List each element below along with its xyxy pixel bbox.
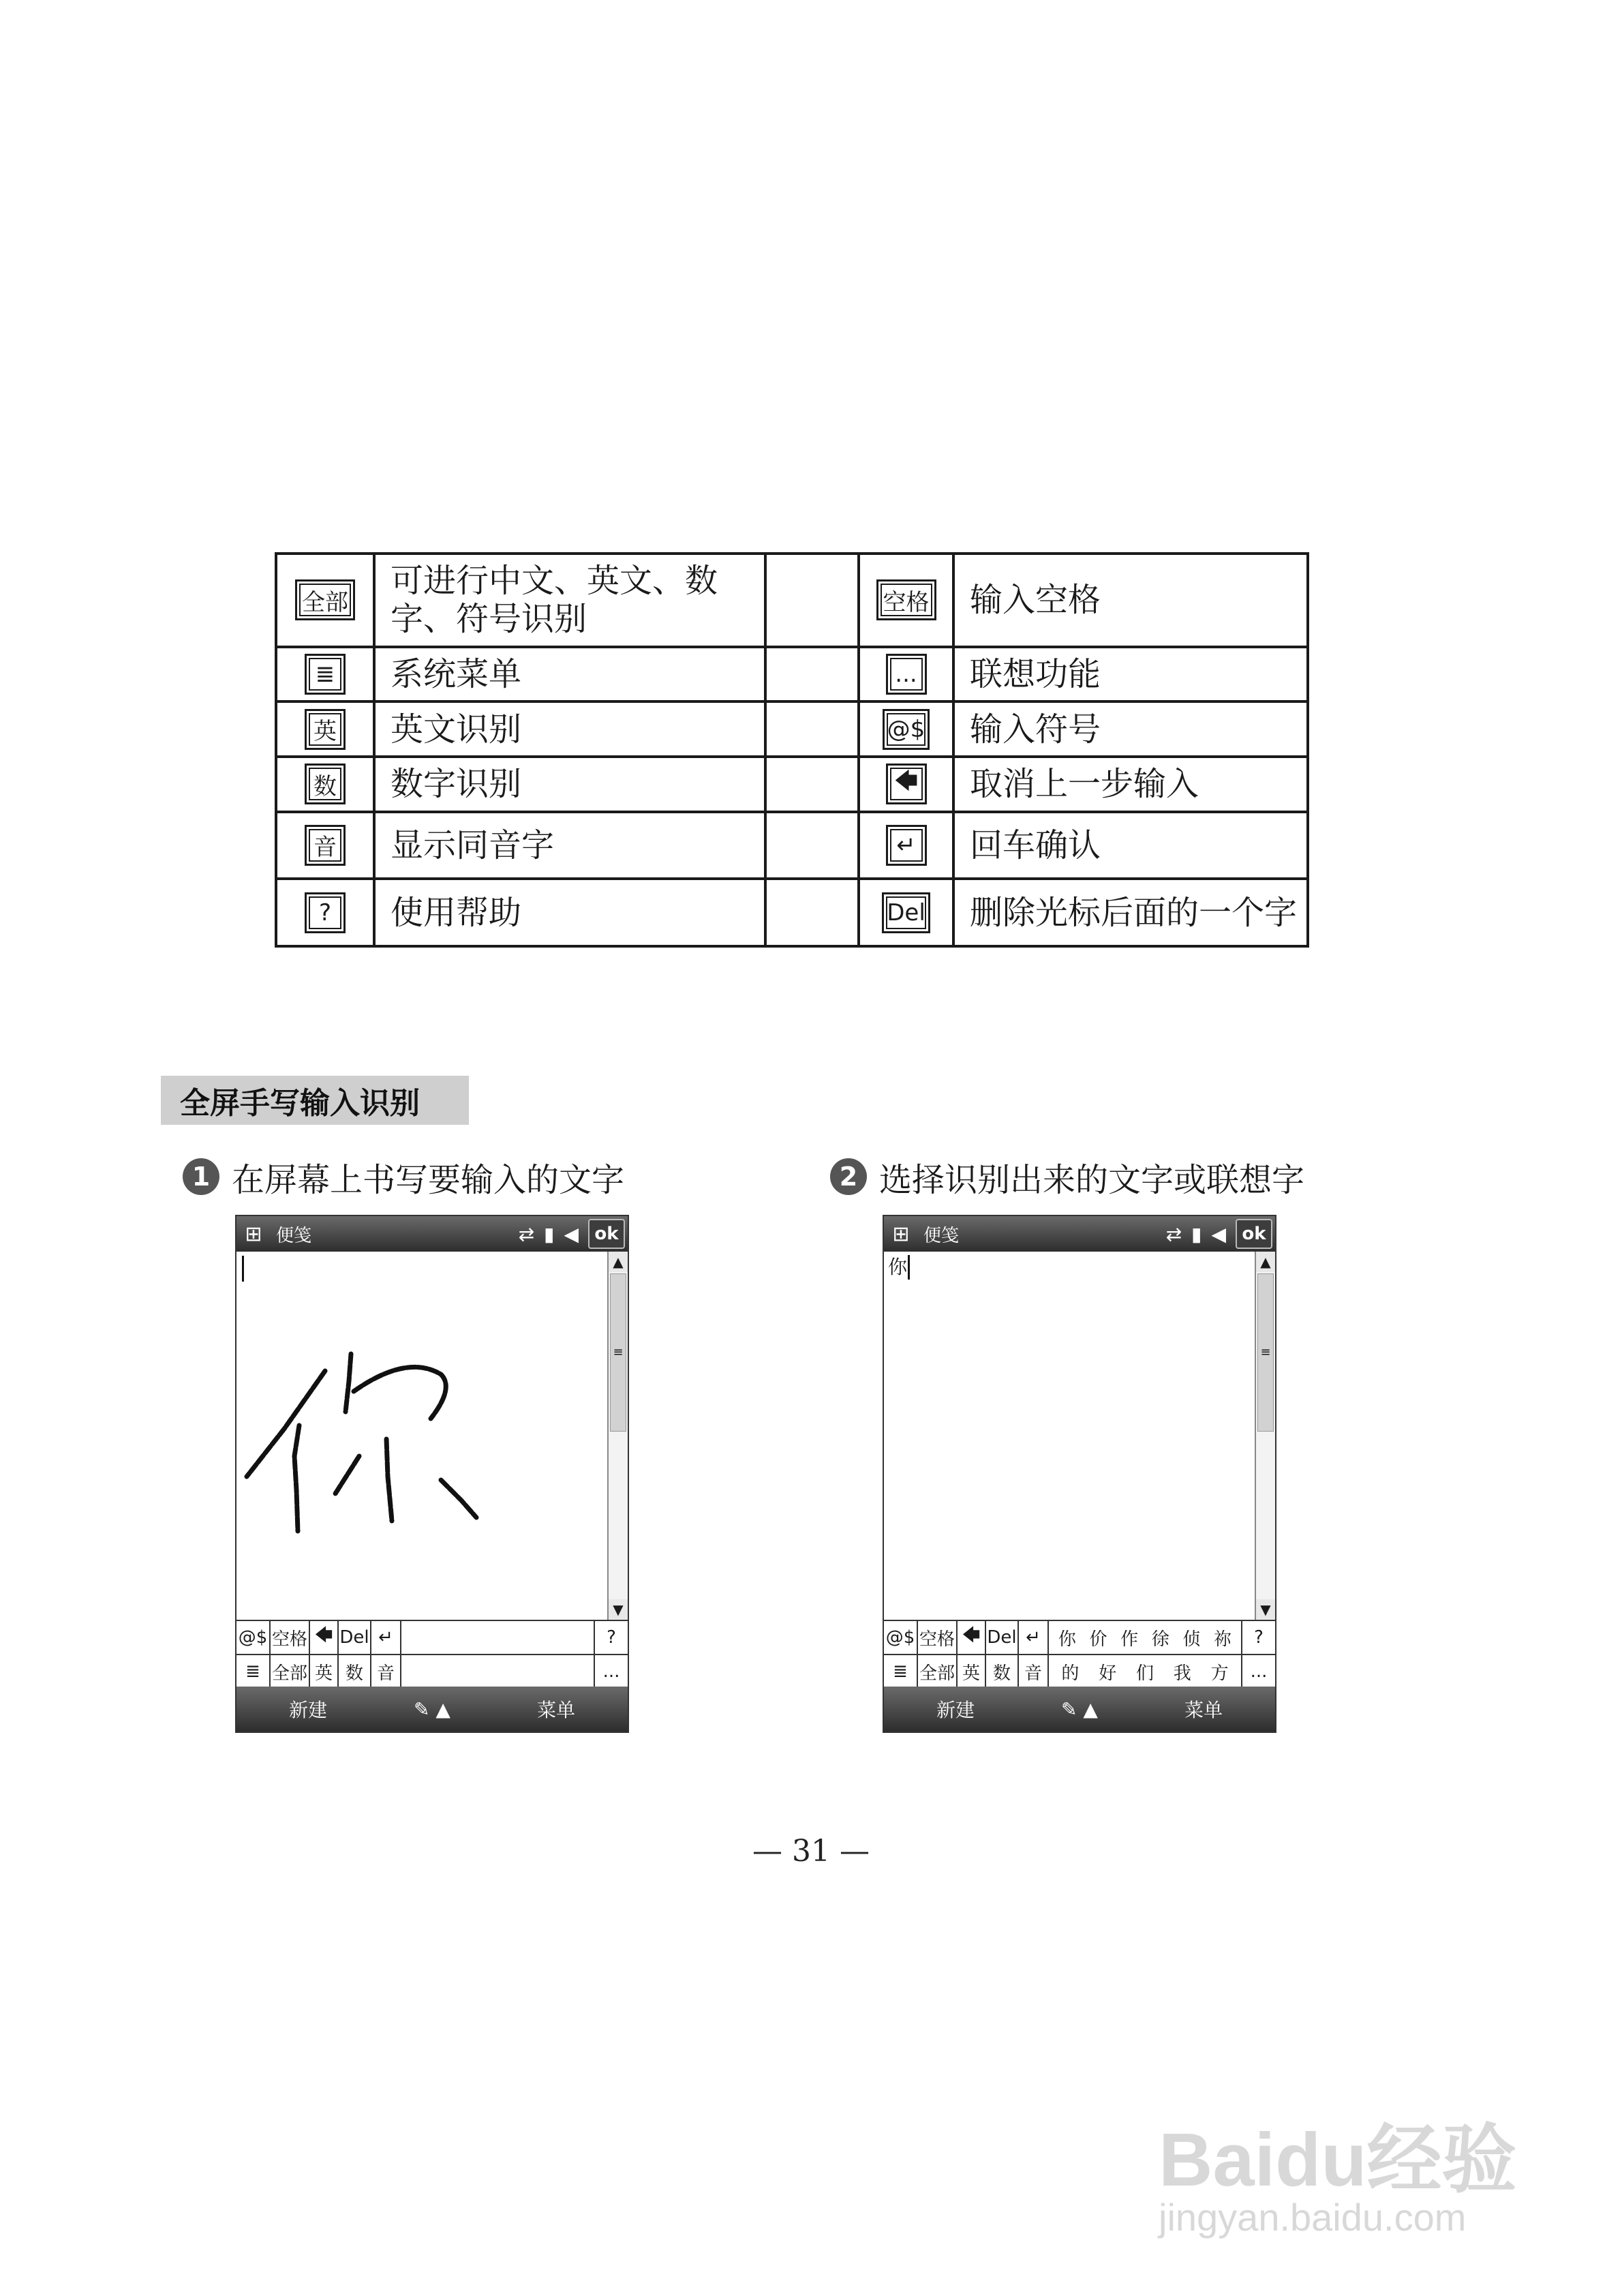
association-char[interactable]: 的 (1061, 1663, 1080, 1684)
step-1-caption (183, 1154, 624, 1199)
association-char[interactable]: 方 (1210, 1663, 1229, 1684)
volume-icon[interactable]: ◀ (564, 1222, 579, 1245)
page-number: — 31 — (752, 1834, 870, 1869)
candidate-char[interactable]: 祢 (1214, 1629, 1232, 1650)
key-description: 系统菜单 (374, 647, 765, 702)
scroll-up-icon[interactable]: ▲ (609, 1252, 628, 1272)
menu-softkey[interactable]: 菜单 (1184, 1699, 1223, 1721)
symbol-key[interactable]: @$ (236, 1621, 271, 1654)
step-number-badge: 2 (830, 1158, 867, 1195)
ok-button[interactable]: ok (588, 1219, 625, 1249)
table-row (276, 701, 1308, 757)
help-key-icon: ? (305, 892, 346, 933)
key-description: 可进行中文、英文、数字、符号识别 (374, 554, 765, 647)
signal-icon: ▮ (544, 1222, 555, 1245)
table-row (276, 879, 1308, 946)
homophone-key[interactable]: 音 (371, 1655, 401, 1688)
backspace-key[interactable]: 🡄 (310, 1621, 339, 1654)
watermark-brand: Baidu经验 (1159, 2118, 1517, 2202)
windows-start-icon[interactable]: ⊞ (892, 1222, 910, 1246)
new-softkey[interactable]: 新建 (288, 1699, 327, 1721)
candidate-char[interactable]: 你 (1058, 1629, 1076, 1650)
input-selector-icon[interactable]: ✎ ▲ (414, 1697, 450, 1721)
scroll-thumb[interactable]: ≡ (1257, 1273, 1274, 1432)
input-panel (884, 1620, 1275, 1689)
scroll-down-icon[interactable]: ▼ (609, 1599, 628, 1620)
scroll-up-icon[interactable]: ▲ (1256, 1252, 1275, 1272)
delete-key-icon: Del (882, 892, 930, 933)
association-char[interactable]: 我 (1173, 1663, 1191, 1684)
typed-text: 你 (888, 1256, 908, 1278)
english-key-icon: 英 (305, 709, 346, 750)
input-selector-icon[interactable]: ✎ ▲ (1061, 1697, 1098, 1721)
symbol-key[interactable]: @$ (884, 1621, 918, 1654)
key-description: 显示同音字 (374, 812, 765, 879)
scroll-thumb[interactable]: ≡ (610, 1273, 626, 1432)
table-row (276, 647, 1308, 702)
key-description: 取消上一步输入 (953, 757, 1308, 812)
text-cursor (908, 1255, 910, 1280)
number-key[interactable]: 数 (339, 1655, 371, 1688)
soft-key-bar (884, 1687, 1275, 1732)
delete-key[interactable]: Del (339, 1621, 371, 1654)
step-2-caption (830, 1154, 1304, 1199)
association-bar[interactable] (401, 1655, 595, 1688)
number-key[interactable]: 数 (986, 1655, 1019, 1688)
handwriting-strokes (236, 1252, 610, 1620)
key-function-table (275, 552, 1309, 948)
step-text: 选择识别出来的文字或联想字 (879, 1160, 1305, 1199)
association-bar (1049, 1655, 1242, 1688)
all-mode-key[interactable]: 全部 (271, 1655, 310, 1688)
enter-key[interactable]: ↵ (1019, 1621, 1049, 1654)
all-mode-key[interactable]: 全部 (918, 1655, 958, 1688)
key-description: 英文识别 (374, 701, 765, 757)
vertical-scrollbar[interactable] (1255, 1252, 1275, 1620)
enter-key[interactable]: ↵ (371, 1621, 401, 1654)
key-description: 删除光标后面的一个字 (953, 879, 1308, 946)
association-char[interactable]: 好 (1099, 1663, 1117, 1684)
more-key[interactable]: ... (1242, 1655, 1275, 1688)
key-description: 回车确认 (953, 812, 1308, 879)
signal-icon: ▮ (1191, 1222, 1202, 1245)
key-description: 使用帮助 (374, 879, 765, 946)
title-bar (236, 1216, 628, 1252)
symbol-key-icon: @$ (883, 709, 930, 750)
candidate-bar (1049, 1621, 1242, 1654)
app-title: 便笺 (923, 1225, 960, 1246)
backspace-key[interactable]: 🡄 (958, 1621, 986, 1654)
ok-button[interactable]: ok (1236, 1219, 1272, 1249)
backspace-arrow-icon: 🡄 (886, 764, 927, 804)
homophone-key-icon: 音 (305, 825, 346, 866)
step-text: 在屏幕上书写要输入的文字 (232, 1160, 625, 1199)
candidate-char[interactable]: 徐 (1151, 1629, 1169, 1650)
step-number-badge: 1 (183, 1158, 219, 1195)
help-key[interactable]: ? (595, 1621, 628, 1654)
more-key-icon: ... (886, 654, 927, 695)
scroll-down-icon[interactable]: ▼ (1256, 1599, 1275, 1620)
candidate-char[interactable]: 价 (1089, 1629, 1107, 1650)
english-key[interactable]: 英 (310, 1655, 339, 1688)
menu-key[interactable]: ≣ (236, 1655, 271, 1688)
number-key-icon: 数 (305, 764, 346, 804)
sync-icon: ⇄ (518, 1222, 535, 1245)
new-softkey[interactable]: 新建 (936, 1699, 975, 1721)
vertical-scrollbar[interactable] (607, 1252, 628, 1620)
candidate-char[interactable]: 侦 (1182, 1629, 1201, 1650)
table-row (276, 812, 1308, 879)
key-description: 输入符号 (953, 701, 1308, 757)
candidate-char[interactable]: 作 (1120, 1629, 1139, 1650)
menu-softkey[interactable]: 菜单 (536, 1699, 575, 1721)
space-key[interactable]: 空格 (271, 1621, 310, 1654)
table-row (276, 554, 1308, 647)
sync-icon: ⇄ (1165, 1222, 1182, 1245)
all-mode-key-icon: 全部 (295, 579, 355, 620)
note-text-area[interactable] (236, 1252, 610, 1620)
enter-arrow-icon: ↵ (886, 825, 927, 866)
key-description: 联想功能 (953, 647, 1308, 702)
menu-key[interactable]: ≣ (884, 1655, 918, 1688)
space-key-icon: 空格 (876, 579, 936, 620)
baidu-watermark (1118, 2045, 1554, 2250)
app-title: 便笺 (276, 1225, 312, 1246)
key-description: 数字识别 (374, 757, 765, 812)
phone-screen-recognized (883, 1215, 1276, 1733)
section-title: 全屏手写输入识别 (161, 1076, 469, 1125)
phone-screen-handwriting (235, 1215, 629, 1733)
candidate-bar[interactable] (401, 1621, 595, 1654)
delete-key[interactable]: Del (986, 1621, 1019, 1654)
watermark-url: jingyan.baidu.com (1159, 2196, 1467, 2239)
note-text-area[interactable] (884, 1252, 1257, 1620)
volume-icon[interactable]: ◀ (1211, 1222, 1226, 1245)
menu-key-icon: ≣ (305, 654, 346, 695)
space-key[interactable]: 空格 (918, 1621, 958, 1654)
help-key[interactable]: ? (1242, 1621, 1275, 1654)
homophone-key[interactable]: 音 (1019, 1655, 1049, 1688)
title-bar (884, 1216, 1275, 1252)
more-key[interactable]: ... (595, 1655, 628, 1688)
english-key[interactable]: 英 (958, 1655, 986, 1688)
soft-key-bar (236, 1687, 628, 1732)
input-panel (236, 1620, 628, 1689)
windows-start-icon[interactable]: ⊞ (245, 1222, 262, 1246)
key-description: 输入空格 (953, 554, 1308, 647)
association-char[interactable]: 们 (1135, 1663, 1154, 1684)
table-row (276, 757, 1308, 812)
